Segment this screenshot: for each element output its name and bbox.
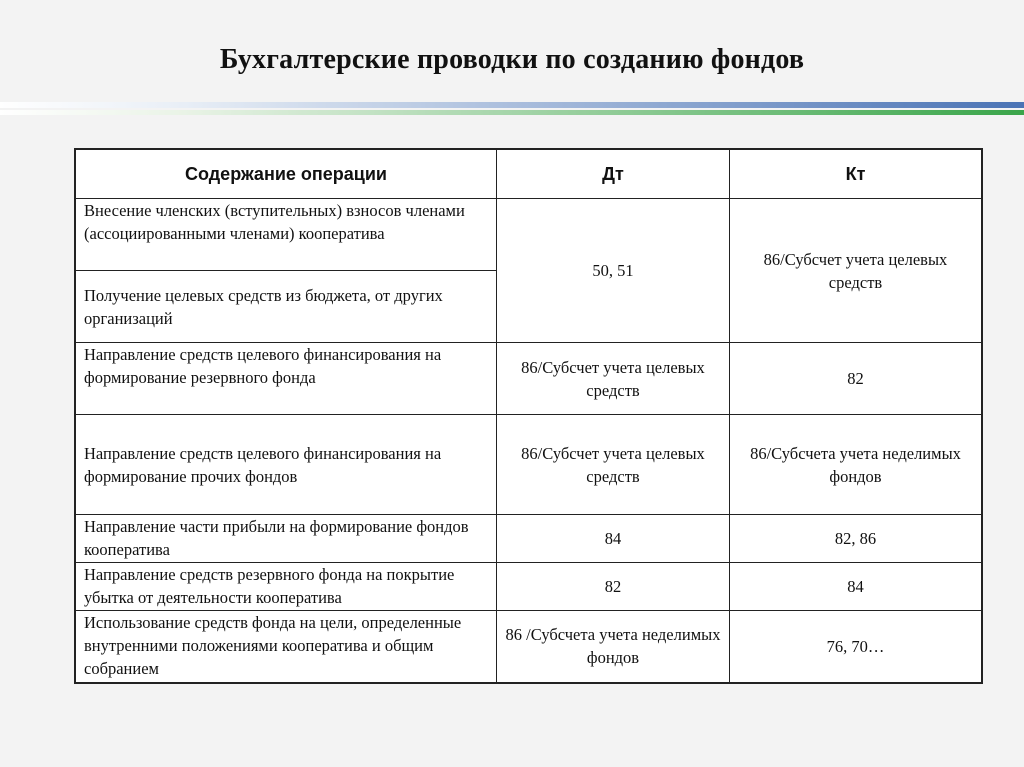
operation-cell: Использование средств фонда на цели, определенные внутренними положениями кооператива и общим собранием [75,611,497,683]
credit-cell-merged: 86/Субсчет учета целевых средств [730,199,983,343]
title-underline-green [0,110,1024,115]
page-title: Бухгалтерские проводки по созданию фондов [219,44,805,75]
credit-cell: 82, 86 [730,515,983,563]
operation-cell: Направление средств целевого финансирования на формирование резервного фонда [75,343,497,415]
debit-cell: 86/Субсчет учета целевых средств [497,343,730,415]
table-row [75,515,982,563]
operation-cell: Внесение членских (вступительных) взносов членами (ассоциированными членами) кооператива [75,199,497,271]
debit-cell: 86/Субсчет учета целевых средств [497,415,730,515]
table-row [75,415,982,515]
credit-cell: 76, 70… [730,611,983,683]
header-credit: Кт [730,149,983,199]
operation-cell: Получение целевых средств из бюджета, от других организаций [75,271,497,343]
header-operation: Содержание операции [75,149,497,199]
credit-cell: 82 [730,343,983,415]
debit-cell: 84 [497,515,730,563]
table-row [75,611,982,683]
table-row [75,199,982,271]
table-row [75,343,982,415]
accounting-entries-table [74,148,983,684]
operation-cell: Направление средств резервного фонда на покрытие убытка от деятельности кооператива [75,563,497,611]
credit-cell: 86/Субсчета учета неделимых фондов [730,415,983,515]
operation-cell: Направление средств целевого финансирования на формирование прочих фондов [75,415,497,515]
operation-cell: Направление части прибыли на формирование фондов кооператива [75,515,497,563]
table-row [75,563,982,611]
debit-cell: 82 [497,563,730,611]
debit-cell-merged: 50, 51 [497,199,730,343]
header-debit: Дт [497,149,730,199]
title-underline-blue [0,102,1024,108]
debit-cell: 86 /Субсчета учета неделимых фондов [497,611,730,683]
table-header-row [75,149,982,199]
credit-cell: 84 [730,563,983,611]
